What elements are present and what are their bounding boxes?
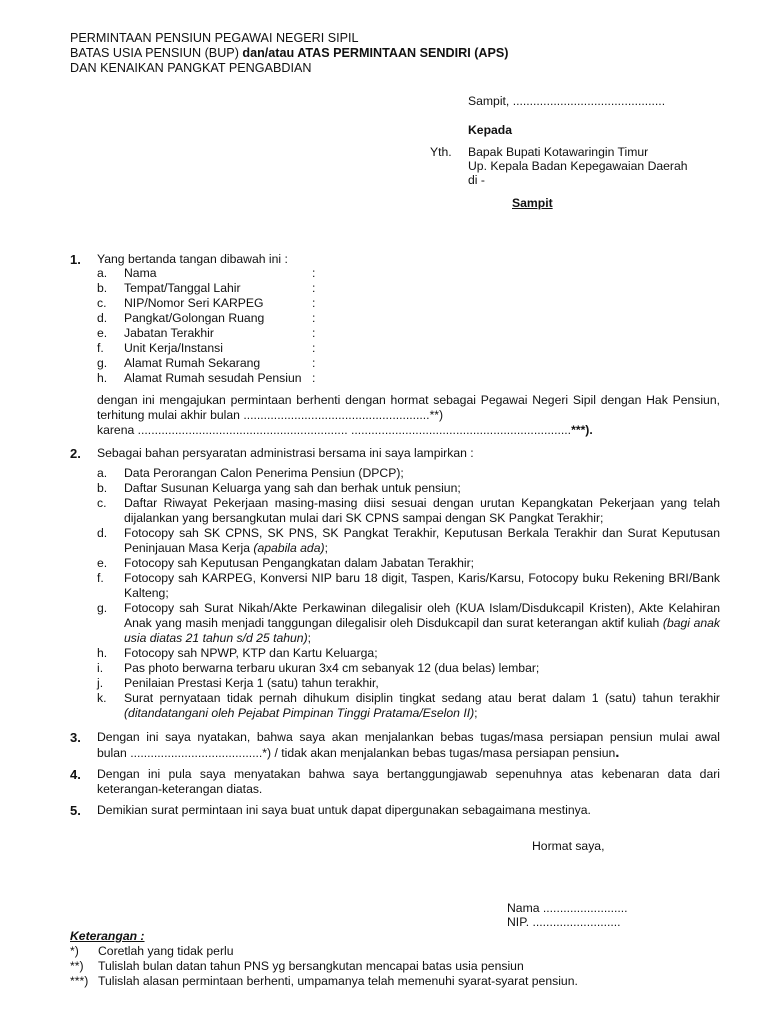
field-label: Nama: [124, 266, 157, 280]
attachment-tail: ;: [474, 706, 478, 720]
attachment-text: Surat pernyataan tidak pernah dihukum disiplin tingkat sedang atau berat dalam 1 (satu) tahun terakhir: [124, 691, 720, 705]
attachment-letter: c.: [97, 496, 107, 510]
section-3-dot: .: [615, 744, 620, 761]
section-3-line-2-text: bulan .......................................*) / tidak akan menjalankan bebas tugas/masa persiapan pensiun: [97, 746, 616, 760]
kepada-label: Kepada: [468, 123, 513, 137]
attachment-item: [97, 526, 720, 556]
attachment-note: (bagi anak usia diatas 21 tahun s/d 25 tahun): [124, 616, 720, 645]
section-2-number: 2.: [70, 446, 81, 461]
section-3-number: 3.: [70, 730, 81, 745]
form-title-line-2: [70, 46, 509, 61]
recipient-line-2: Up. Kepala Badan Kepegawaian Daerah: [468, 159, 688, 173]
attachment-letter: a.: [97, 466, 108, 480]
attachment-list: [97, 466, 720, 721]
field-label: Alamat Rumah sesudah Pensiun: [124, 371, 302, 385]
field-colon: :: [312, 266, 316, 280]
section-4-number: 4.: [70, 767, 81, 782]
section-1-number: 1.: [70, 252, 81, 267]
attachment-text: Fotocopy sah SK CPNS, SK PNS, SK Pangkat Terakhir, Keputusan Berkala Terakhir dan Surat Keputusan Peninjauan Masa Kerja: [124, 526, 720, 555]
yth-label: Yth.: [430, 145, 452, 159]
field-colon: :: [312, 326, 316, 340]
note-text: Coretlah yang tidak perlu: [98, 944, 234, 958]
section-1-karena: [97, 423, 593, 438]
section-1-intro: Yang bertanda tangan dibawah ini :: [97, 252, 288, 266]
attachment-letter: b.: [97, 481, 108, 495]
field-label: Jabatan Terakhir: [124, 326, 214, 340]
form-title-bup: BATAS USIA PENSIUN (BUP): [70, 46, 243, 60]
section-5-number: 5.: [70, 803, 81, 818]
field-letter: a.: [97, 266, 108, 280]
field-letter: h.: [97, 371, 108, 385]
section-5-text: Demikian surat permintaan ini saya buat untuk dapat dipergunakan sebagaimana mestinya.: [97, 803, 591, 817]
attachment-letter: k.: [97, 691, 107, 705]
attachment-text: Data Perorangan Calon Penerima Pensiun (DPCP);: [124, 466, 404, 480]
attachment-item: [97, 481, 720, 496]
notes-title: Keterangan :: [70, 929, 145, 943]
field-letter: b.: [97, 281, 108, 295]
attachment-item: [97, 691, 720, 721]
attachment-item: [97, 601, 720, 646]
attachment-text: Fotocopy sah KARPEG, Konversi NIP baru 18 digit, Taspen, Karis/Karsu, Fotocopy buku Rekening BRI/Bank Kalteng;: [124, 571, 720, 600]
place-date: Sampit, .............................................: [468, 94, 666, 108]
attachment-text: Daftar Riwayat Pekerjaan masing-masing diisi sesuai dengan urutan Kepangkatan Pekerjaan yang telah dijalankan yang bersangkutan mulai dari SK CPNS sampai dengan SK Pangkat Terakhir;: [124, 496, 720, 525]
note-item: [70, 974, 578, 989]
recipient-line-3: di -: [468, 173, 485, 187]
attachment-text: Pas photo berwarna terbaru ukuran 3x4 cm sebanyak 12 (dua belas) lembar;: [124, 661, 540, 675]
attachment-item: [97, 466, 720, 481]
attachment-letter: j.: [97, 676, 104, 690]
field-label: Alamat Rumah Sekarang: [124, 356, 261, 370]
attachment-tail: ;: [324, 541, 328, 555]
attachment-letter: h.: [97, 646, 108, 660]
form-title-line-3: DAN KENAIKAN PANGKAT PENGABDIAN: [70, 61, 312, 75]
attachment-text: Penilaian Prestasi Kerja 1 (satu) tahun terakhir,: [124, 676, 379, 690]
field-letter: e.: [97, 326, 108, 340]
field-label: Pangkat/Golongan Ruang: [124, 311, 265, 325]
note-mark: **): [70, 959, 84, 973]
attachment-text: Fotocopy sah Keputusan Pengangkatan dalam Jabatan Terakhir;: [124, 556, 475, 570]
field-label: NIP/Nomor Seri KARPEG: [124, 296, 264, 310]
attachment-text: Daftar Susunan Keluarga yang sah dan berhak untuk pensiun;: [124, 481, 461, 495]
attachment-letter: e.: [97, 556, 108, 570]
field-colon: :: [312, 281, 316, 295]
field-label: Tempat/Tanggal Lahir: [124, 281, 241, 295]
note-text: Tulislah alasan permintaan berhenti, umpamanya telah memenuhi syarat-syarat pensiun.: [98, 974, 578, 988]
attachment-item: [97, 661, 720, 676]
field-colon: :: [312, 311, 316, 325]
attachment-tail: ;: [307, 631, 312, 645]
attachment-note: (ditandatangani oleh Pejabat Pimpinan Tinggi Pratama/Eselon II): [124, 706, 475, 720]
karena-text: karena .............................................................. .................................................................: [97, 423, 572, 437]
signature-nip: NIP. ..........................: [507, 915, 621, 929]
note-mark: ***): [70, 974, 89, 988]
field-letter: d.: [97, 311, 108, 325]
field-letter: c.: [97, 296, 107, 310]
section-4-text: Dengan ini pula saya menyatakan bahwa saya bertanggungjawab sepenuhnya atas kebenaran data dari keterangan-keterangan diatas.: [97, 767, 720, 796]
attachment-letter: f.: [97, 571, 104, 585]
attachment-letter: g.: [97, 601, 108, 615]
field-colon: :: [312, 371, 316, 385]
attachment-item: [97, 496, 720, 526]
recipient-city: Sampit: [512, 196, 553, 210]
field-label: Unit Kerja/Instansi: [124, 341, 223, 355]
section-1-paragraph: dengan ini mengajukan permintaan berhenti dengan hormat sebagai Pegawai Negeri Sipil dengan Hak Pensiun, terhitung mulai akhir bulan .......................................................**): [97, 393, 720, 422]
recipient-line-1: Bapak Bupati Kotawaringin Timur: [468, 145, 649, 159]
signature-name: Nama .........................: [507, 901, 628, 915]
attachment-item: [97, 646, 720, 661]
section-3-line-1: Dengan ini saya nyatakan, bahwa saya akan menjalankan bebas tugas/masa persiapan pensiun mulai awal: [97, 730, 720, 744]
note-item: [70, 944, 234, 959]
karena-mark: ***).: [571, 423, 593, 437]
closing-text: Hormat saya,: [532, 839, 605, 853]
attachment-letter: d.: [97, 526, 108, 540]
field-letter: g.: [97, 356, 108, 370]
attachment-text: Fotocopy sah NPWP, KTP dan Kartu Keluarga;: [124, 646, 378, 660]
attachment-item: [97, 676, 720, 691]
field-colon: :: [312, 356, 316, 370]
attachment-item: [97, 571, 720, 601]
note-text: Tulislah bulan datan tahun PNS yg bersangkutan mencapai batas usia pensiun: [98, 959, 524, 973]
section-3-line-2: [97, 745, 619, 761]
field-colon: :: [312, 296, 316, 310]
note-mark: *): [70, 944, 79, 958]
section-2-intro: Sebagai bahan persyaratan administrasi bersama ini saya lampirkan :: [97, 446, 474, 460]
attachment-note: (apabila ada): [253, 541, 325, 555]
field-letter: f.: [97, 341, 104, 355]
form-title-aps: dan/atau ATAS PERMINTAAN SENDIRI (APS): [242, 46, 509, 60]
field-colon: :: [312, 341, 316, 355]
attachment-text: Fotocopy sah Surat Nikah/Akte Perkawinan dilegalisir oleh (KUA Islam/Disdukcapil Kristen), Akte Kelahiran Anak yang masih menjadi tanggungan dilegalisir oleh Disdukcapil dan surat keterangan aktif kuliah: [124, 601, 720, 630]
attachment-item: [97, 556, 720, 571]
note-item: [70, 959, 524, 974]
attachment-letter: i.: [97, 661, 104, 675]
form-title-line-1: PERMINTAAN PENSIUN PEGAWAI NEGERI SIPIL: [70, 31, 359, 45]
